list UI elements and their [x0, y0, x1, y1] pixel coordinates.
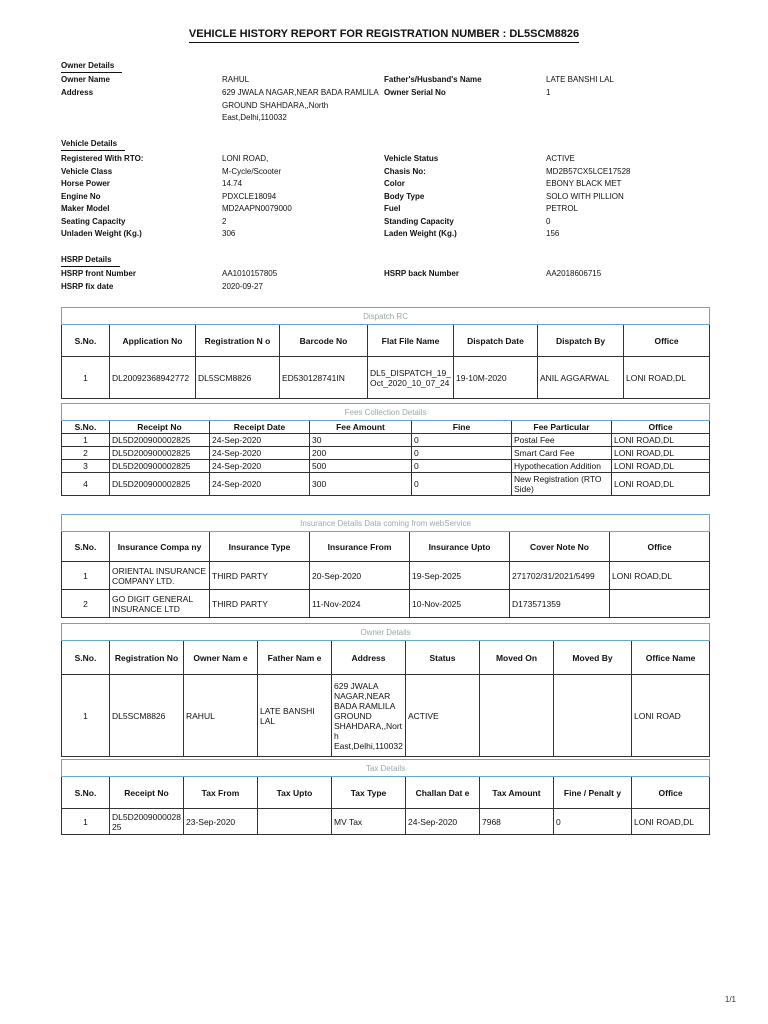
table-cell: ACTIVE [406, 675, 480, 757]
table-cell: 1 [62, 675, 110, 757]
father-name-label: Father's/Husband's Name [384, 75, 482, 84]
col-header: Address [332, 641, 406, 675]
table-cell: ORIENTAL INSURANCE COMPANY LTD. [110, 562, 210, 590]
report-title-text: VEHICLE HISTORY REPORT FOR REGISTRATION NUMBER : DL5SCM8826 [189, 28, 579, 43]
table-cell: 2 [62, 447, 110, 460]
table-cell: 1 [62, 562, 110, 590]
fees-band: Fees Collection Details [62, 404, 710, 421]
table-cell: 11-Nov-2024 [310, 590, 410, 618]
table-cell: DL5_DISPATCH_19_Oct_2020_10_07_24 [368, 357, 454, 399]
maker-model-label: Maker Model [61, 204, 110, 213]
table-row [62, 590, 710, 618]
col-header: Dispatch By [538, 325, 624, 357]
body-type-value: SOLO WITH PILLION [546, 191, 624, 201]
hsrp-left-values [222, 268, 277, 293]
table-cell: LONI ROAD,DL [624, 357, 710, 399]
col-header: Dispatch Date [454, 325, 538, 357]
vehicle-status-label: Vehicle Status [384, 154, 439, 163]
table-cell: 0 [412, 460, 512, 473]
table-cell: 0 [412, 473, 512, 496]
address-value: 629 JWALA NAGAR,NEAR BADA RAMLILA GROUND SHAHDARA,,North East,Delhi,110032 [222, 88, 379, 122]
col-header: Office [612, 421, 710, 434]
table-cell: 629 JWALA NAGAR,NEAR BADA RAMLILA GROUND SHAHDARA,,North East,Delhi,110032 [332, 675, 406, 757]
table-cell: 24-Sep-2020 [210, 434, 310, 447]
tax-table [61, 759, 710, 835]
insurance-table [61, 514, 710, 618]
table-row [62, 357, 710, 399]
fuel-value: PETROL [546, 204, 579, 213]
table-row [62, 675, 710, 757]
table-cell: MV Tax [332, 809, 406, 835]
col-header: S.No. [62, 777, 110, 809]
fuel-label: Fuel [384, 204, 401, 213]
color-value: EBONY BLACK MET [546, 179, 622, 188]
hsrp-back-label: HSRP back Number [384, 269, 459, 278]
table-cell: 300 [310, 473, 412, 496]
col-header: Owner Nam e [184, 641, 258, 675]
engine-no-label: Engine No [61, 191, 101, 201]
maker-model-value: MD2AAPN0079000 [222, 204, 292, 213]
table-cell: Hypothecation Addition [512, 460, 612, 473]
table-row [62, 473, 710, 496]
col-header: Fee Particular [512, 421, 612, 434]
col-header: Office [610, 532, 710, 562]
table-cell: LONI ROAD,DL [612, 473, 710, 496]
table-cell: LONI ROAD,DL [612, 434, 710, 447]
col-header: Cover Note No [510, 532, 610, 562]
col-header: Office Name [632, 641, 710, 675]
col-header: Moved On [480, 641, 554, 675]
vehicle-right-labels [384, 153, 457, 241]
table-cell: 1 [62, 357, 110, 399]
color-label: Color [384, 179, 405, 188]
table-cell: Postal Fee [512, 434, 612, 447]
table-cell: GO DIGIT GENERAL INSURANCE LTD [110, 590, 210, 618]
vehicle-right-values [546, 153, 631, 241]
table-cell: New Registration (RTO Side) [512, 473, 612, 496]
table-cell: 1 [62, 434, 110, 447]
owner-name-value: RAHUL [222, 75, 250, 84]
col-header: Registration No [110, 641, 184, 675]
col-header: Status [406, 641, 480, 675]
vehicle-details-heading: Vehicle Details [61, 139, 125, 151]
table-cell: 24-Sep-2020 [210, 447, 310, 460]
table-cell: 24-Sep-2020 [210, 473, 310, 496]
owner-details-heading: Owner Details [61, 61, 122, 73]
table-cell: 0 [412, 447, 512, 460]
col-header: Receipt No [110, 777, 184, 809]
col-header: Receipt No [110, 421, 210, 434]
dispatch-band: Dispatch RC [62, 308, 710, 325]
seating-capacity-label: Seating Capacity [61, 216, 126, 226]
hsrp-back-value: AA2018606715 [546, 269, 602, 278]
col-header: Insurance Compa ny [110, 532, 210, 562]
table-cell: D173571359 [510, 590, 610, 618]
col-header: Fine / Penalt y [554, 777, 632, 809]
tax-band: Tax Details [62, 760, 710, 777]
vehicle-class-value: M-Cycle/Scooter [222, 166, 282, 176]
table-cell: LONI ROAD,DL [612, 460, 710, 473]
col-header: Fee Amount [310, 421, 412, 434]
table-cell: Smart Card Fee [512, 447, 612, 460]
table-cell: 19-10M-2020 [454, 357, 538, 399]
table-cell: 19-Sep-2025 [410, 562, 510, 590]
col-header: Tax Type [332, 777, 406, 809]
table-cell: 2 [62, 590, 110, 618]
hsrp-front-value: AA1010157805 [222, 269, 278, 278]
table-cell [258, 809, 332, 835]
table-cell: DL5SCM8826 [196, 357, 280, 399]
vehicle-left-labels [61, 153, 143, 241]
laden-weight-label: Laden Weight (Kg.) [384, 229, 457, 238]
horse-power-value: 14.74 [222, 179, 243, 188]
owner-band: Owner Details [62, 624, 710, 641]
col-header: Moved By [554, 641, 632, 675]
table-row [62, 809, 710, 835]
hsrp-front-label: HSRP front Number [61, 269, 136, 278]
table-row [62, 434, 710, 447]
col-header: Challan Dat e [406, 777, 480, 809]
col-header: Receipt Date [210, 421, 310, 434]
col-header: Father Nam e [258, 641, 332, 675]
owner-serial-value: 1 [546, 88, 551, 97]
table-cell: DL5D200900002825 [110, 809, 184, 835]
father-name-value: LATE BANSHI LAL [546, 75, 614, 84]
table-cell: 1 [62, 809, 110, 835]
table-cell: ANIL AGGARWAL [538, 357, 624, 399]
seating-capacity-value: 2 [222, 216, 227, 226]
owner-name-label: Owner Name [61, 75, 110, 84]
table-cell: LATE BANSHI LAL [258, 675, 332, 757]
table-cell: 271702/31/2021/5499 [510, 562, 610, 590]
report-title [0, 28, 768, 40]
col-header: Insurance From [310, 532, 410, 562]
table-cell: 500 [310, 460, 412, 473]
col-header: Registration N o [196, 325, 280, 357]
table-cell: 24-Sep-2020 [210, 460, 310, 473]
table-cell: THIRD PARTY [210, 562, 310, 590]
owner-serial-label: Owner Serial No [384, 88, 446, 97]
table-cell: 30 [310, 434, 412, 447]
rto-label: Registered With RTO: [61, 154, 144, 163]
table-cell: LONI ROAD,DL [610, 562, 710, 590]
table-cell: DL5D200900002825 [110, 447, 210, 460]
col-header: S.No. [62, 325, 110, 357]
table-cell: RAHUL [184, 675, 258, 757]
table-cell: LONI ROAD,DL [632, 809, 710, 835]
table-cell: 0 [554, 809, 632, 835]
engine-no-value: PDXCLE18094 [222, 191, 277, 201]
col-header: Fine [412, 421, 512, 434]
hsrp-details-heading: HSRP Details [61, 255, 120, 267]
table-row [62, 562, 710, 590]
standing-capacity-value: 0 [546, 216, 551, 226]
col-header: Office [624, 325, 710, 357]
table-cell: ED530128741IN [280, 357, 368, 399]
table-cell: 7968 [480, 809, 554, 835]
table-cell: 3 [62, 460, 110, 473]
col-header: Office [632, 777, 710, 809]
standing-capacity-label: Standing Capacity [384, 216, 454, 226]
insurance-band: Insurance Details Data coming from webService [62, 515, 710, 532]
vehicle-left-values [222, 153, 292, 241]
table-cell: 10-Nov-2025 [410, 590, 510, 618]
col-header: Application No [110, 325, 196, 357]
unladen-weight-value: 306 [222, 229, 236, 238]
hsrp-fix-date-value: 2020-09-27 [222, 281, 263, 291]
owner-table [61, 623, 710, 757]
col-header: Insurance Upto [410, 532, 510, 562]
table-cell [610, 590, 710, 618]
table-cell: 200 [310, 447, 412, 460]
table-cell [480, 675, 554, 757]
col-header: Insurance Type [210, 532, 310, 562]
hsrp-fix-date-label: HSRP fix date [61, 281, 114, 291]
col-header: S.No. [62, 641, 110, 675]
hsrp-left-labels [61, 268, 136, 293]
table-cell: 0 [412, 434, 512, 447]
table-cell: 24-Sep-2020 [406, 809, 480, 835]
table-cell: DL5SCM8826 [110, 675, 184, 757]
col-header: S.No. [62, 421, 110, 434]
rto-value: LONI ROAD, [222, 154, 269, 163]
table-cell [554, 675, 632, 757]
table-cell: DL5D200900002825 [110, 460, 210, 473]
col-header: Flat File Name [368, 325, 454, 357]
table-cell: DL20092368942772 [110, 357, 196, 399]
vehicle-status-value: ACTIVE [546, 154, 575, 163]
col-header: Tax Amount [480, 777, 554, 809]
vehicle-class-label: Vehicle Class [61, 166, 113, 176]
table-cell: 23-Sep-2020 [184, 809, 258, 835]
table-cell: DL5D200900002825 [110, 473, 210, 496]
table-row [62, 447, 710, 460]
dispatch-table [61, 307, 710, 399]
table-cell: LONI ROAD,DL [612, 447, 710, 460]
table-cell: 4 [62, 473, 110, 496]
body-type-label: Body Type [384, 191, 425, 201]
table-cell: 20-Sep-2020 [310, 562, 410, 590]
chasis-no-label: Chasis No: [384, 166, 426, 176]
col-header: Barcode No [280, 325, 368, 357]
col-header: S.No. [62, 532, 110, 562]
table-cell: THIRD PARTY [210, 590, 310, 618]
col-header: Tax From [184, 777, 258, 809]
table-cell: LONI ROAD [632, 675, 710, 757]
table-cell: DL5D200900002825 [110, 434, 210, 447]
laden-weight-value: 156 [546, 229, 560, 238]
table-row [62, 460, 710, 473]
chasis-no-value: MD2B57CX5LCE17528 [546, 166, 631, 176]
address-label: Address [61, 88, 94, 97]
page-number: 1/1 [724, 995, 736, 1004]
horse-power-label: Horse Power [61, 179, 110, 188]
unladen-weight-label: Unladen Weight (Kg.) [61, 229, 142, 238]
fees-table [61, 403, 710, 496]
col-header: Tax Upto [258, 777, 332, 809]
